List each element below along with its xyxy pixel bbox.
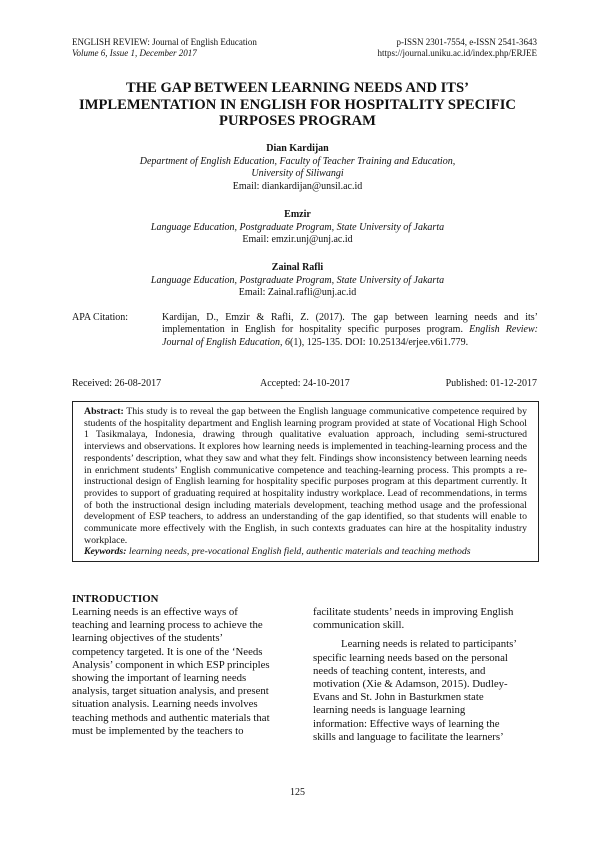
author-affiliation: University of Siliwangi	[251, 168, 344, 179]
text-line: Analysis’ component in which ESP principles	[72, 658, 270, 671]
text-line: motivation (Xie & Adamson, 2015). Dudley-	[313, 678, 508, 691]
author-block-1	[60, 143, 535, 193]
citation-journal: English Review: Journal of English Education,	[162, 324, 538, 348]
author-affiliation: Department of English Education, Faculty of Teacher Training and Education,	[139, 155, 456, 167]
abstract-box	[72, 401, 539, 562]
citation-volume: 6	[285, 336, 291, 348]
abstract-label: Abstract:	[84, 406, 124, 417]
text-line: facilitate students’ needs in improving English	[313, 606, 514, 618]
citation-text	[162, 312, 538, 349]
accepted-date: Accepted: 24-10-2017	[260, 378, 350, 389]
section-heading-introduction: INTRODUCTION	[72, 593, 159, 605]
page-number: 125	[290, 787, 305, 798]
author-name: Emzir	[284, 209, 311, 220]
author-block-3	[60, 262, 535, 300]
journal-url[interactable]: https://journal.uniku.ac.id/index.php/ERJEE	[377, 48, 537, 58]
citation-doi: (1), 125-135. DOI: 10.25134/erjee.v6i1.779.	[290, 336, 469, 348]
text-line: specific learning needs based on the personal	[313, 651, 508, 664]
intro-right-column	[313, 606, 538, 744]
keywords: learning needs, pre-vocational English field, authentic materials and teaching methods	[128, 546, 471, 558]
paper-title: THE GAP BETWEEN LEARNING NEEDS AND ITS’ IMPLEMENTATION IN ENGLISH FOR HOSPITALITY SPECIFIC PURPOSES PROGRAM	[79, 80, 516, 129]
text-line: needs of teaching content, interests, and	[313, 664, 486, 677]
author-email[interactable]: Email: emzir.unj@unj.ac.id	[242, 234, 353, 245]
text-line: teaching and learning process to achieve the	[72, 619, 263, 632]
published-date: Published: 01-12-2017	[445, 378, 537, 389]
keywords-label: Keywords:	[84, 546, 127, 558]
received-date: Received: 26-08-2017	[72, 378, 162, 389]
issn: p-ISSN 2301-7554, e-ISSN 2541-3643	[396, 37, 537, 47]
text-line: analysis, target situation analysis, and present	[72, 685, 269, 698]
journal-name: ENGLISH REVIEW: Journal of English Education	[72, 37, 257, 47]
author-block-2	[60, 209, 535, 247]
text-line: learning objectives of the students’	[72, 632, 224, 645]
text-line: Evans and St. John in Basturkmen state	[313, 691, 484, 704]
citation-reference: Kardijan, D., Emzir & Rafli, Z. (2017). The gap between learning needs and its’ implementation in English for hospitality specific purposes program.	[162, 312, 538, 336]
apa-citation	[72, 312, 538, 349]
text-line: communication skill.	[313, 619, 405, 632]
citation-label: APA Citation:	[72, 312, 129, 323]
author-name: Zainal Rafli	[271, 262, 324, 273]
issue-info: Volume 6, Issue 1, December 2017	[72, 48, 197, 58]
intro-left-column	[72, 606, 297, 738]
abstract-text: This study is to reveal the gap between the English language communicative competence required by students of the hospitality department and English learning program provided at state of Vocational High School 1 Tasikmalaya, Indonesia, drawing through qualitative evaluation approach, including semi-structured interviews and observations. It explores how learning needs is implemented in teaching-learning process and the respondents’ description, what they saw and what they felt. Findings show inconsistency between learning needs in enrichment students’ English communicative competence and teaching-learning process. This prompts a re-instructional design of English learning for hospitality specific purposes program at this department currently. It provides to support of graduating required at hospitality industry workplace. Lead of recommendations, in terms of both the instructional design including materials development, teaching method usage and the professional development of ESP teachers, to address an understanding of the gap identified, so that students will enable to communicate more effectively with the English, in such contexts graduates can hire at the hospitality industry workplace.	[84, 406, 527, 546]
text-line: must be implemented by the teachers to	[72, 724, 244, 737]
author-email[interactable]: Email: Zainal.rafli@unj.ac.id	[238, 287, 357, 298]
text-line: teaching methods and authentic materials that	[72, 711, 270, 724]
author-name: Dian Kardijan	[266, 143, 329, 154]
text-line: showing the important of learning needs	[72, 672, 247, 685]
text-line: competency targeted. It is one of the ‘Needs	[72, 645, 263, 658]
author-email[interactable]: Email: diankardijan@unsil.ac.id	[232, 180, 363, 192]
text-line: information: Effective ways of learning the	[313, 717, 500, 730]
text-line: skills and language to facilitate the learners’	[313, 730, 504, 743]
author-affiliation: Language Education, Postgraduate Program, State University of Jakarta	[150, 221, 445, 233]
author-affiliation: Language Education, Postgraduate Program, State University of Jakarta	[150, 274, 445, 286]
text-line: Learning needs is related to participants’	[341, 638, 517, 651]
text-line: situation analysis. Learning needs involves	[72, 698, 258, 711]
text-line: learning needs is language learning	[313, 704, 466, 717]
text-line: Learning needs is an effective ways of	[72, 606, 238, 618]
